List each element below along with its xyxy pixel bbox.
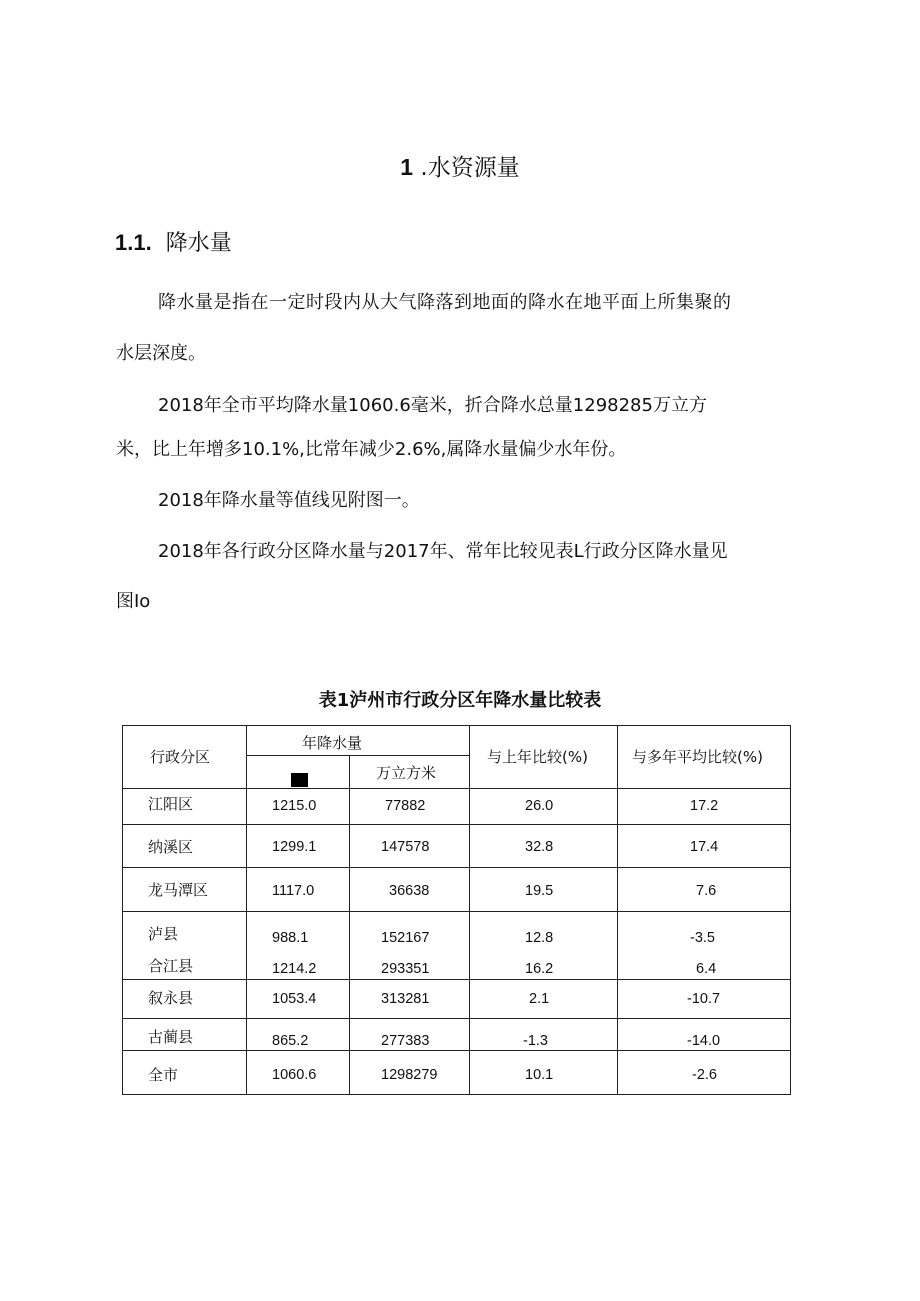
table-cell-mm: 1214.2 [272,961,317,977]
paragraph-summary-line2: 米，比上年增多10.1%,比常年减少2.6%,属降水量偏少水年份。 [116,439,627,460]
table-border-bottom [122,1094,791,1095]
table-cell-volume: 313281 [381,991,430,1007]
table-divider-col3 [469,725,470,1095]
header-district: 行政分区 [150,748,211,766]
table-border-left [122,725,123,1095]
table-cell-district: 江阳区 [148,795,194,813]
table-cell-mm: 1117.0 [272,883,315,899]
table-cell-district: 古蔺县 [148,1028,194,1046]
table-cell-volume: 152167 [381,930,430,946]
subsection-heading [115,226,232,261]
table-cell-volume: 36638 [389,883,430,899]
table-row-line [122,867,791,868]
table-cell-district: 龙马潭区 [148,881,209,899]
table-cell-district: 全市 [148,1066,179,1084]
table-cell-vs-last: 2.1 [529,991,550,1007]
table-cell-volume: 147578 [381,839,430,855]
table-divider-col1 [246,725,247,1095]
paragraph-comparison-line1: 2018年各行政分区降水量与2017年、常年比较见表L行政分区降水量见 [158,541,728,562]
table-row-line [122,788,791,789]
table-cell-district: 纳溪区 [148,838,194,856]
table-row-line [122,824,791,825]
table-cell-volume: 1298279 [381,1067,438,1083]
table-cell-vs-avg: 17.4 [690,839,719,855]
table-header-subline [246,755,470,756]
table-cell-vs-avg: -14.0 [687,1033,721,1049]
table-cell-vs-last: 26.0 [525,798,554,814]
table-border-top [122,725,791,726]
subsection-number: 1.1. [115,230,152,255]
header-vs-last-year: 与上年比较(%) [487,748,588,766]
table-cell-mm: 1299.1 [272,839,317,855]
paragraph-comparison-line2: 图Io [116,591,151,612]
table-cell-mm: 1060.6 [272,1067,317,1083]
subsection-title-text: 降水量 [165,231,232,256]
table-row-line [122,1018,791,1019]
table-cell-vs-avg: -3.5 [690,930,715,946]
table-cell-vs-last: -1.3 [523,1033,548,1049]
table-divider-col2 [349,755,350,1095]
paragraph-summary-line1: 2018年全市平均降水量1060.6毫米，折合降水总量1298285万立方 [158,395,707,416]
table-cell-district: 泸县 [148,925,179,943]
section-title-text: .水资源量 [420,155,520,181]
paragraph-isohyet: 2018年降水量等值线见附图一。 [158,490,420,511]
table-cell-volume: 77882 [385,798,426,814]
header-vs-average: 与多年平均比较(%) [632,748,763,766]
table-cell-vs-avg: 17.2 [690,798,719,814]
table-cell-vs-last: 19.5 [525,883,554,899]
table-cell-volume: 293351 [381,961,430,977]
table-cell-mm: 1053.4 [272,991,317,1007]
table-cell-vs-last: 10.1 [525,1067,554,1083]
table-cell-vs-last: 12.8 [525,930,554,946]
table-cell-mm: 865.2 [272,1033,309,1049]
header-precipitation: 年降水量 [302,734,363,752]
table-row-line [122,911,791,912]
black-square-marker [291,773,308,787]
header-unit-volume: 万立方米 [376,764,437,782]
table-cell-volume: 277383 [381,1033,430,1049]
table-row-line [122,979,791,980]
table-cell-district: 合江县 [148,957,194,975]
paragraph-definition-line2: 水层深度。 [116,343,206,364]
paragraph-definition-line1: 降水量是指在一定时段内从大气降落到地面的降水在地平面上所集聚的 [158,292,732,313]
precipitation-table [122,725,791,1095]
section-heading [0,150,920,185]
table-divider-col4 [617,725,618,1095]
table-border-right [790,725,791,1095]
table-cell-vs-avg: -10.7 [687,991,721,1007]
table-cell-vs-avg: 7.6 [696,883,717,899]
table-cell-vs-avg: 6.4 [696,961,717,977]
table-cell-district: 叙永县 [148,989,194,1007]
section-number: 1 [400,154,414,180]
table-cell-mm: 1215.0 [272,798,317,814]
table-cell-vs-last: 32.8 [525,839,554,855]
table-caption: 表1泸州市行政分区年降水量比较表 [318,690,602,711]
table-cell-mm: 988.1 [272,930,309,946]
table-cell-vs-avg: -2.6 [692,1067,717,1083]
table-cell-vs-last: 16.2 [525,961,554,977]
